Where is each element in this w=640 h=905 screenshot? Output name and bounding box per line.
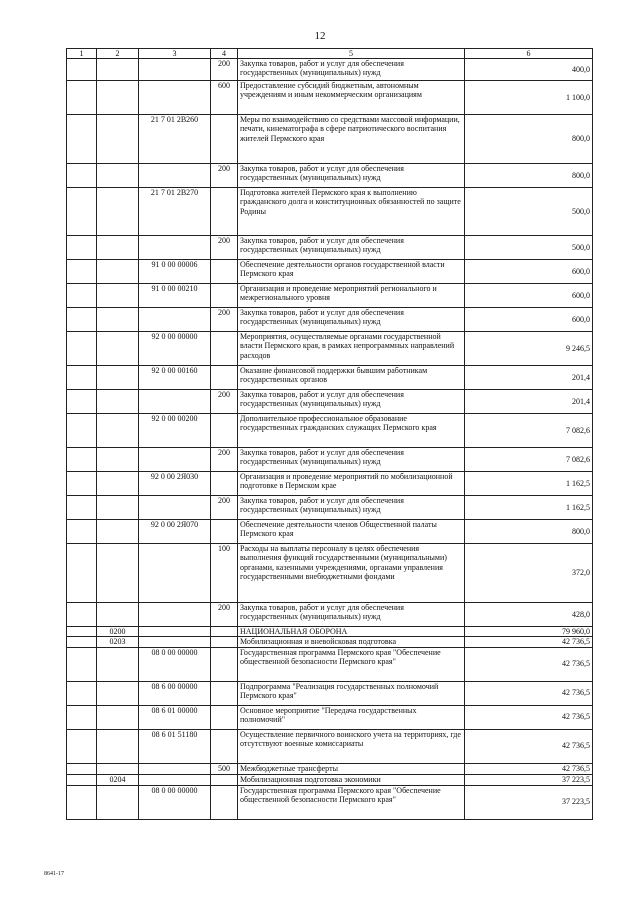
cell-c2 — [97, 448, 139, 472]
cell-c6: 42 736,5 — [465, 729, 593, 763]
cell-c6: 800,0 — [465, 520, 593, 544]
table-row — [67, 705, 593, 729]
cell-c2 — [97, 332, 139, 366]
cell-c4: 200 — [211, 603, 238, 627]
cell-c4: 200 — [211, 59, 238, 81]
cell-c1 — [67, 164, 97, 188]
cell-c1 — [67, 260, 97, 284]
cell-c3: 92 0 00 2Я030 — [139, 472, 211, 496]
cell-c2 — [97, 390, 139, 414]
document-code: 8641-17 — [44, 871, 64, 877]
cell-c6: 42 736,5 — [465, 763, 593, 774]
cell-c3: 08 6 01 51180 — [139, 729, 211, 763]
cell-c4 — [211, 520, 238, 544]
cell-c1 — [67, 390, 97, 414]
cell-c6: 600,0 — [465, 308, 593, 332]
cell-c2 — [97, 115, 139, 164]
cell-c5: Государственная программа Пермского края "Обеспечение общественной безопасности Пермского края" — [238, 647, 465, 681]
cell-c2 — [97, 236, 139, 260]
table-row — [67, 366, 593, 390]
header-cell: 1 — [67, 49, 97, 59]
cell-c6: 7 082,6 — [465, 448, 593, 472]
cell-c6: 79 960,0 — [465, 627, 593, 637]
cell-c3: 91 0 00 00210 — [139, 284, 211, 308]
cell-c1 — [67, 236, 97, 260]
cell-c4 — [211, 414, 238, 448]
table-row — [67, 260, 593, 284]
cell-c4 — [211, 115, 238, 164]
cell-c1 — [67, 472, 97, 496]
cell-c3 — [139, 59, 211, 81]
cell-c5: Государственная программа Пермского края "Обеспечение общественной безопасности Пермского края" — [238, 785, 465, 819]
cell-c2 — [97, 681, 139, 705]
header-cell: 4 — [211, 49, 238, 59]
cell-c1 — [67, 115, 97, 164]
cell-c4 — [211, 284, 238, 308]
cell-c4 — [211, 774, 238, 785]
cell-c4: 200 — [211, 448, 238, 472]
cell-c2 — [97, 260, 139, 284]
cell-c4 — [211, 647, 238, 681]
cell-c6: 42 736,5 — [465, 705, 593, 729]
table-row — [67, 115, 593, 164]
table-row — [67, 414, 593, 448]
table-row — [67, 520, 593, 544]
cell-c3: 92 0 00 2Я070 — [139, 520, 211, 544]
cell-c6: 800,0 — [465, 164, 593, 188]
table-row — [67, 236, 593, 260]
cell-c4: 600 — [211, 81, 238, 115]
cell-c3 — [139, 637, 211, 647]
table-row — [67, 472, 593, 496]
cell-c6: 372,0 — [465, 544, 593, 603]
cell-c6: 800,0 — [465, 115, 593, 164]
cell-c2 — [97, 785, 139, 819]
cell-c6: 42 736,5 — [465, 647, 593, 681]
cell-c5: Расходы на выплаты персоналу в целях обеспечения выполнения функций государственными (муниципальными) органами, казенными учреждениями, органами управления государственными внебюджетными фондами — [238, 544, 465, 603]
table-row — [67, 59, 593, 81]
cell-c6: 37 223,5 — [465, 774, 593, 785]
cell-c5: Закупка товаров, работ и услуг для обеспечения государственных (муниципальных) нужд — [238, 164, 465, 188]
cell-c5: Закупка товаров, работ и услуг для обеспечения государственных (муниципальных) нужд — [238, 448, 465, 472]
cell-c4 — [211, 332, 238, 366]
cell-c6: 500,0 — [465, 236, 593, 260]
cell-c5: Дополнительное профессиональное образование государственных гражданских служащих Пермского края — [238, 414, 465, 448]
cell-c6: 428,0 — [465, 603, 593, 627]
cell-c5: Мероприятия, осуществляемые органами государственной власти Пермского края, в рамках непрограммных направлений расходов — [238, 332, 465, 366]
cell-c6: 42 736,5 — [465, 681, 593, 705]
cell-c2 — [97, 647, 139, 681]
cell-c5: Межбюджетные трансферты — [238, 763, 465, 774]
cell-c1 — [67, 366, 97, 390]
cell-c3 — [139, 774, 211, 785]
page-number: 12 — [314, 30, 326, 42]
cell-c3 — [139, 81, 211, 115]
cell-c4 — [211, 729, 238, 763]
cell-c3: 08 0 00 00000 — [139, 785, 211, 819]
cell-c4 — [211, 366, 238, 390]
cell-c1 — [67, 188, 97, 236]
table-row — [67, 637, 593, 647]
table-row — [67, 627, 593, 637]
table-row — [67, 496, 593, 520]
cell-c3 — [139, 544, 211, 603]
cell-c1 — [67, 785, 97, 819]
cell-c6: 1 162,5 — [465, 472, 593, 496]
cell-c5: Мобилизационная и вневойсковая подготовка — [238, 637, 465, 647]
cell-c1 — [67, 729, 97, 763]
cell-c6: 201,4 — [465, 366, 593, 390]
table-row — [67, 188, 593, 236]
cell-c2 — [97, 81, 139, 115]
cell-c6: 42 736,5 — [465, 637, 593, 647]
cell-c2 — [97, 729, 139, 763]
table-row — [67, 448, 593, 472]
cell-c1 — [67, 332, 97, 366]
cell-c5: Обеспечение деятельности членов Общественной палаты Пермского края — [238, 520, 465, 544]
cell-c5: Подпрограмма "Реализация государственных полномочий Пермского края" — [238, 681, 465, 705]
cell-c4 — [211, 705, 238, 729]
cell-c4 — [211, 785, 238, 819]
cell-c3 — [139, 763, 211, 774]
cell-c4: 200 — [211, 390, 238, 414]
cell-c3 — [139, 390, 211, 414]
cell-c3 — [139, 308, 211, 332]
cell-c4: 200 — [211, 236, 238, 260]
cell-c2 — [97, 544, 139, 603]
cell-c4 — [211, 260, 238, 284]
cell-c1 — [67, 496, 97, 520]
header-cell: 3 — [139, 49, 211, 59]
cell-c5: Обеспечение деятельности органов государственной власти Пермского края — [238, 260, 465, 284]
cell-c3: 21 7 01 2В270 — [139, 188, 211, 236]
cell-c6: 600,0 — [465, 284, 593, 308]
cell-c2 — [97, 188, 139, 236]
cell-c4: 200 — [211, 164, 238, 188]
cell-c4: 200 — [211, 308, 238, 332]
cell-c3: 21 7 01 2В260 — [139, 115, 211, 164]
cell-c3: 08 6 01 00000 — [139, 705, 211, 729]
cell-c5: Закупка товаров, работ и услуг для обеспечения государственных (муниципальных) нужд — [238, 496, 465, 520]
cell-c3: 92 0 00 00000 — [139, 332, 211, 366]
header-cell: 5 — [238, 49, 465, 59]
cell-c5: Организация и проведение мероприятий по мобилизационной подготовке в Пермском крае — [238, 472, 465, 496]
cell-c1 — [67, 627, 97, 637]
cell-c1 — [67, 308, 97, 332]
cell-c3 — [139, 496, 211, 520]
table-row — [67, 544, 593, 603]
header-cell: 2 — [97, 49, 139, 59]
cell-c3 — [139, 236, 211, 260]
cell-c1 — [67, 603, 97, 627]
cell-c2 — [97, 705, 139, 729]
cell-c2 — [97, 284, 139, 308]
cell-c2: 0203 — [97, 637, 139, 647]
table-row — [67, 603, 593, 627]
cell-c5: НАЦИОНАЛЬНАЯ ОБОРОНА — [238, 627, 465, 637]
cell-c1 — [67, 637, 97, 647]
cell-c2 — [97, 414, 139, 448]
cell-c5: Закупка товаров, работ и услуг для обеспечения государственных (муниципальных) нужд — [238, 236, 465, 260]
table-row — [67, 774, 593, 785]
cell-c5: Закупка товаров, работ и услуг для обеспечения государственных (муниципальных) нужд — [238, 59, 465, 81]
cell-c6: 600,0 — [465, 260, 593, 284]
table-row — [67, 390, 593, 414]
cell-c6: 7 082,6 — [465, 414, 593, 448]
cell-c1 — [67, 284, 97, 308]
cell-c1 — [67, 544, 97, 603]
cell-c2 — [97, 496, 139, 520]
cell-c2 — [97, 59, 139, 81]
cell-c1 — [67, 448, 97, 472]
table-row — [67, 332, 593, 366]
cell-c2 — [97, 520, 139, 544]
cell-c3: 92 0 00 00200 — [139, 414, 211, 448]
cell-c2 — [97, 366, 139, 390]
table-row — [67, 308, 593, 332]
cell-c2 — [97, 164, 139, 188]
cell-c3 — [139, 164, 211, 188]
cell-c2: 0200 — [97, 627, 139, 637]
table-row — [67, 729, 593, 763]
cell-c6: 1 162,5 — [465, 496, 593, 520]
cell-c5: Организация и проведение мероприятий регионального и межрегионального уровня — [238, 284, 465, 308]
table-row — [67, 647, 593, 681]
cell-c2 — [97, 763, 139, 774]
cell-c6: 400,0 — [465, 59, 593, 81]
cell-c1 — [67, 681, 97, 705]
header-cell: 6 — [465, 49, 593, 59]
table-row — [67, 763, 593, 774]
cell-c3 — [139, 448, 211, 472]
cell-c4 — [211, 637, 238, 647]
cell-c6: 500,0 — [465, 188, 593, 236]
cell-c4 — [211, 472, 238, 496]
cell-c3 — [139, 603, 211, 627]
cell-c4 — [211, 681, 238, 705]
cell-c1 — [67, 705, 97, 729]
cell-c4 — [211, 188, 238, 236]
cell-c3: 08 0 00 00000 — [139, 647, 211, 681]
cell-c4: 200 — [211, 496, 238, 520]
table-row — [67, 681, 593, 705]
table-row — [67, 164, 593, 188]
cell-c4: 100 — [211, 544, 238, 603]
cell-c2 — [97, 472, 139, 496]
cell-c6: 37 223,5 — [465, 785, 593, 819]
cell-c5: Осуществление первичного воинского учета на территориях, где отсутствуют военные комиссариаты — [238, 729, 465, 763]
cell-c6: 1 100,0 — [465, 81, 593, 115]
cell-c4: 500 — [211, 763, 238, 774]
cell-c3: 91 0 00 00006 — [139, 260, 211, 284]
cell-c2 — [97, 308, 139, 332]
cell-c6: 9 246,5 — [465, 332, 593, 366]
budget-table — [66, 48, 593, 820]
cell-c4 — [211, 627, 238, 637]
cell-c2 — [97, 603, 139, 627]
cell-c1 — [67, 414, 97, 448]
cell-c5: Мобилизационная подготовка экономики — [238, 774, 465, 785]
cell-c1 — [67, 774, 97, 785]
cell-c1 — [67, 763, 97, 774]
cell-c3 — [139, 627, 211, 637]
cell-c2: 0204 — [97, 774, 139, 785]
cell-c5: Основное мероприятие "Передача государственных полномочий" — [238, 705, 465, 729]
cell-c1 — [67, 81, 97, 115]
cell-c5: Подготовка жителей Пермского края к выполнению гражданского долга и конституционных обязанностей по защите Родины — [238, 188, 465, 236]
header-row — [67, 49, 593, 59]
table-row — [67, 284, 593, 308]
cell-c3: 08 6 00 00000 — [139, 681, 211, 705]
table-row — [67, 81, 593, 115]
cell-c1 — [67, 647, 97, 681]
cell-c5: Оказание финансовой поддержки бывшим работникам государственных органов — [238, 366, 465, 390]
cell-c3: 92 0 00 00160 — [139, 366, 211, 390]
cell-c5: Меры по взаимодействию со средствами массовой информации, печати, кинематографа в сфере патриотического воспитания жителей Пермского края — [238, 115, 465, 164]
cell-c6: 201,4 — [465, 390, 593, 414]
cell-c5: Закупка товаров, работ и услуг для обеспечения государственных (муниципальных) нужд — [238, 308, 465, 332]
cell-c1 — [67, 59, 97, 81]
table-row — [67, 785, 593, 819]
cell-c1 — [67, 520, 97, 544]
cell-c5: Закупка товаров, работ и услуг для обеспечения государственных (муниципальных) нужд — [238, 603, 465, 627]
cell-c5: Закупка товаров, работ и услуг для обеспечения государственных (муниципальных) нужд — [238, 390, 465, 414]
cell-c5: Предоставление субсидий бюджетным, автономным учреждениям и иным некоммерческим организациям — [238, 81, 465, 115]
